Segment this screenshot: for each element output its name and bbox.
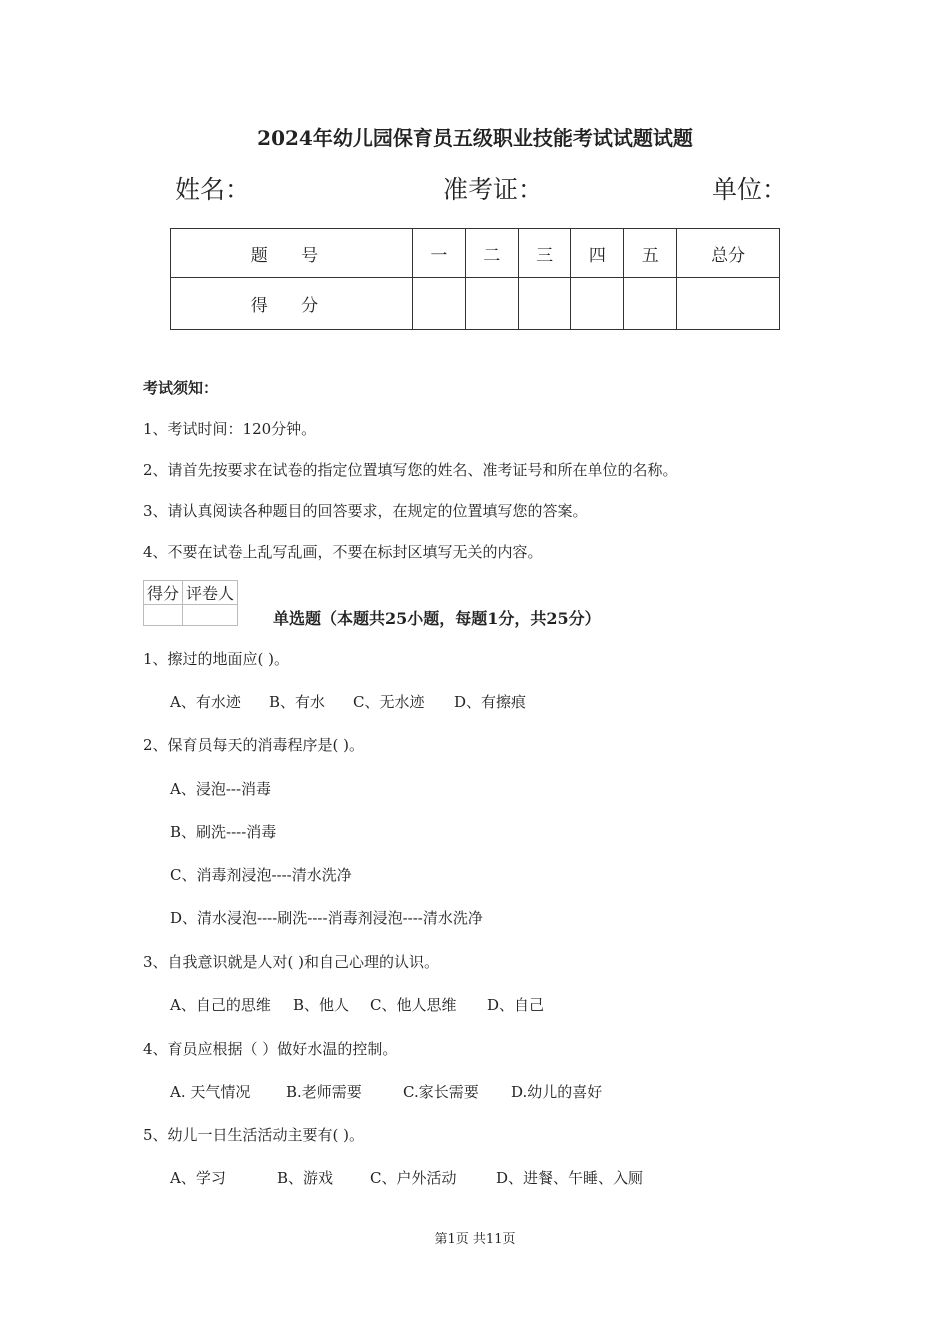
option-d: D、有擦痕 [454, 693, 527, 711]
page-title: 2024年幼儿园保育员五级职业技能考试试题试题 [257, 126, 693, 150]
question-stem: 2、保育员每天的消毒程序是( )。 [143, 736, 365, 754]
score-table-score-row [171, 278, 780, 330]
question-stem: 5、幼儿一日生活活动主要有( )。 [143, 1126, 365, 1144]
option-b: B.老师需要 [286, 1083, 362, 1101]
option-b: B、他人 [293, 996, 350, 1014]
grader-score-label: 得分 [144, 581, 183, 605]
notice-item: 1、考试时间：120分钟。 [143, 420, 317, 438]
grader-name-cell[interactable] [183, 605, 238, 626]
unit-field-label: 单位： [712, 175, 788, 204]
option-b: B、游戏 [277, 1169, 334, 1187]
option-a: A、浸泡---消毒 [170, 780, 272, 798]
question-stem: 1、擦过的地面应( )。 [143, 650, 290, 668]
exam-id-field-label: 准考证： [443, 175, 544, 204]
page-footer: 第1页 共11页 [434, 1232, 516, 1247]
header-cell-1: 一 [412, 229, 465, 278]
option-c: C.家长需要 [403, 1083, 479, 1101]
score-cell-5[interactable] [624, 278, 677, 330]
grader-score-cell[interactable] [144, 605, 183, 626]
notice-item: 2、请首先按要求在试卷的指定位置填写您的姓名、准考证号和所在单位的名称。 [143, 461, 678, 479]
notice-heading: 考试须知： [143, 379, 219, 397]
name-field-label: 姓名： [175, 175, 251, 204]
option-b: B、刷洗----消毒 [170, 823, 277, 841]
option-c: C、他人思维 [370, 996, 457, 1014]
header-cell-3: 三 [518, 229, 571, 278]
option-a: A、自己的思维 [170, 996, 271, 1014]
option-a: A、学习 [170, 1169, 226, 1187]
score-cell-2[interactable] [465, 278, 518, 330]
header-cell-2: 二 [465, 229, 518, 278]
header-cell-5: 五 [624, 229, 677, 278]
header-cell-question-no: 题 号 [171, 229, 413, 278]
option-c: C、户外活动 [370, 1169, 457, 1187]
question-stem: 4、育员应根据（ ）做好水温的控制。 [143, 1040, 398, 1058]
score-row-label: 得 分 [171, 278, 413, 330]
grader-box [143, 580, 238, 626]
header-cell-total: 总分 [677, 229, 780, 278]
score-table-header-row [171, 229, 780, 278]
option-d: D、自己 [487, 996, 545, 1014]
notice-item: 3、请认真阅读各种题目的回答要求，在规定的位置填写您的答案。 [143, 502, 588, 520]
option-c: C、无水迹 [353, 693, 425, 711]
score-table [170, 228, 780, 330]
option-c: C、消毒剂浸泡----清水洗净 [170, 866, 352, 884]
notice-item: 4、不要在试卷上乱写乱画，不要在标封区填写无关的内容。 [143, 543, 543, 561]
grader-name-label: 评卷人 [183, 581, 238, 605]
option-b: B、有水 [269, 693, 326, 711]
option-d: D、清水浸泡----刷洗----消毒剂浸泡----清水洗净 [170, 909, 483, 927]
header-cell-4: 四 [571, 229, 624, 278]
option-d: D.幼儿的喜好 [511, 1083, 603, 1101]
option-d: D、进餐、午睡、入厕 [496, 1169, 644, 1187]
section-title: 单选题（本题共25小题，每题1分，共25分） [273, 609, 601, 628]
score-cell-4[interactable] [571, 278, 624, 330]
score-cell-total[interactable] [677, 278, 780, 330]
score-cell-3[interactable] [518, 278, 571, 330]
option-a: A. 天气情况 [170, 1083, 251, 1101]
question-stem: 3、自我意识就是人对( )和自己心理的认识。 [143, 953, 440, 971]
score-cell-1[interactable] [412, 278, 465, 330]
option-a: A、有水迹 [170, 693, 241, 711]
